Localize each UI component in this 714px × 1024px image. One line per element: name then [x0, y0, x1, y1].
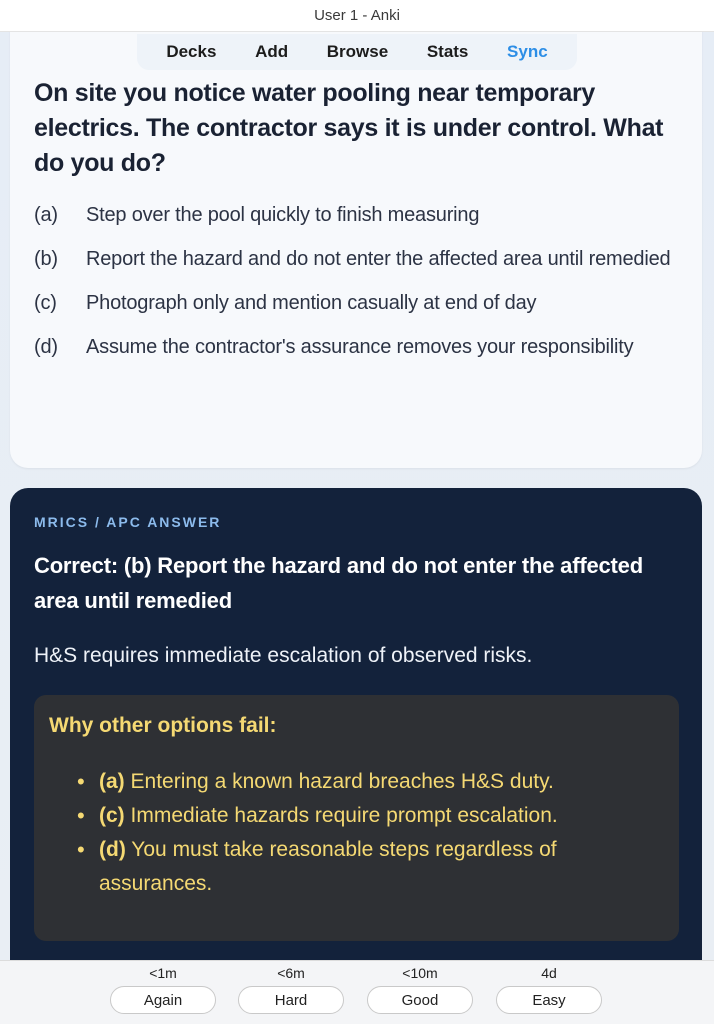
toolbar-sync-link[interactable]: Sync [507, 42, 548, 61]
toolbar-stats-link[interactable]: Stats [426, 42, 469, 61]
main-toolbar [137, 34, 577, 70]
ease-hard [238, 964, 344, 1014]
again-button[interactable]: Again [110, 986, 216, 1014]
window-title: User 1 - Anki [314, 7, 400, 24]
why-item-text: You must take reasonable steps regardless of assurances. [99, 838, 557, 895]
question-card [10, 32, 702, 468]
answer-card [10, 488, 702, 960]
option-letter: (c) [34, 292, 57, 314]
question-text: On site you notice water pooling near temporary electrics. The contractor says it is under control. What do you do? [34, 79, 664, 177]
why-item-letter: (c) [99, 804, 125, 827]
window-titlebar [0, 0, 714, 32]
option-d [34, 332, 678, 363]
due-label: 4d [541, 965, 557, 981]
ease-good [367, 964, 473, 1014]
option-b [34, 244, 678, 275]
why-item-text: Immediate hazards require prompt escalation. [130, 804, 558, 827]
why-list [49, 765, 664, 901]
due-label: <1m [149, 965, 177, 981]
option-c [34, 288, 678, 319]
toolbar-browse-link[interactable]: Browse [326, 42, 389, 61]
why-item [79, 765, 664, 799]
option-text: Report the hazard and do not enter the affected area until remedied [86, 248, 671, 270]
option-letter: (b) [34, 248, 58, 270]
option-text: Assume the contractor's assurance removes your responsibility [86, 336, 634, 358]
why-title: Why other options fail: [49, 714, 277, 737]
why-item-letter: (a) [99, 770, 125, 793]
why-item-letter: (d) [99, 838, 126, 861]
toolbar-add-link[interactable]: Add [255, 42, 289, 61]
ease-again [110, 964, 216, 1014]
easy-button[interactable]: Easy [496, 986, 602, 1014]
due-label: <6m [277, 965, 305, 981]
review-webview[interactable] [0, 32, 714, 960]
why-item [79, 833, 664, 901]
option-text: Photograph only and mention casually at end of day [86, 292, 537, 314]
why-other-options-box [34, 695, 679, 941]
option-letter: (a) [34, 204, 58, 226]
answer-tag: MRICS / APC ANSWER [34, 514, 222, 530]
correct-answer: Correct: (b) Report the hazard and do not enter the affected area until remedied [34, 553, 643, 613]
answer-bottom-bar [0, 960, 714, 1024]
option-a [34, 200, 678, 231]
option-text: Step over the pool quickly to finish measuring [86, 204, 480, 226]
answer-explanation: H&S requires immediate escalation of observed risks. [34, 644, 533, 667]
why-item [79, 799, 664, 833]
why-item-text: Entering a known hazard breaches H&S duty. [130, 770, 554, 793]
option-letter: (d) [34, 336, 58, 358]
toolbar-decks-link[interactable]: Decks [166, 42, 217, 61]
good-button[interactable]: Good [367, 986, 473, 1014]
ease-easy [496, 964, 602, 1014]
hard-button[interactable]: Hard [238, 986, 344, 1014]
due-label: <10m [402, 965, 438, 981]
